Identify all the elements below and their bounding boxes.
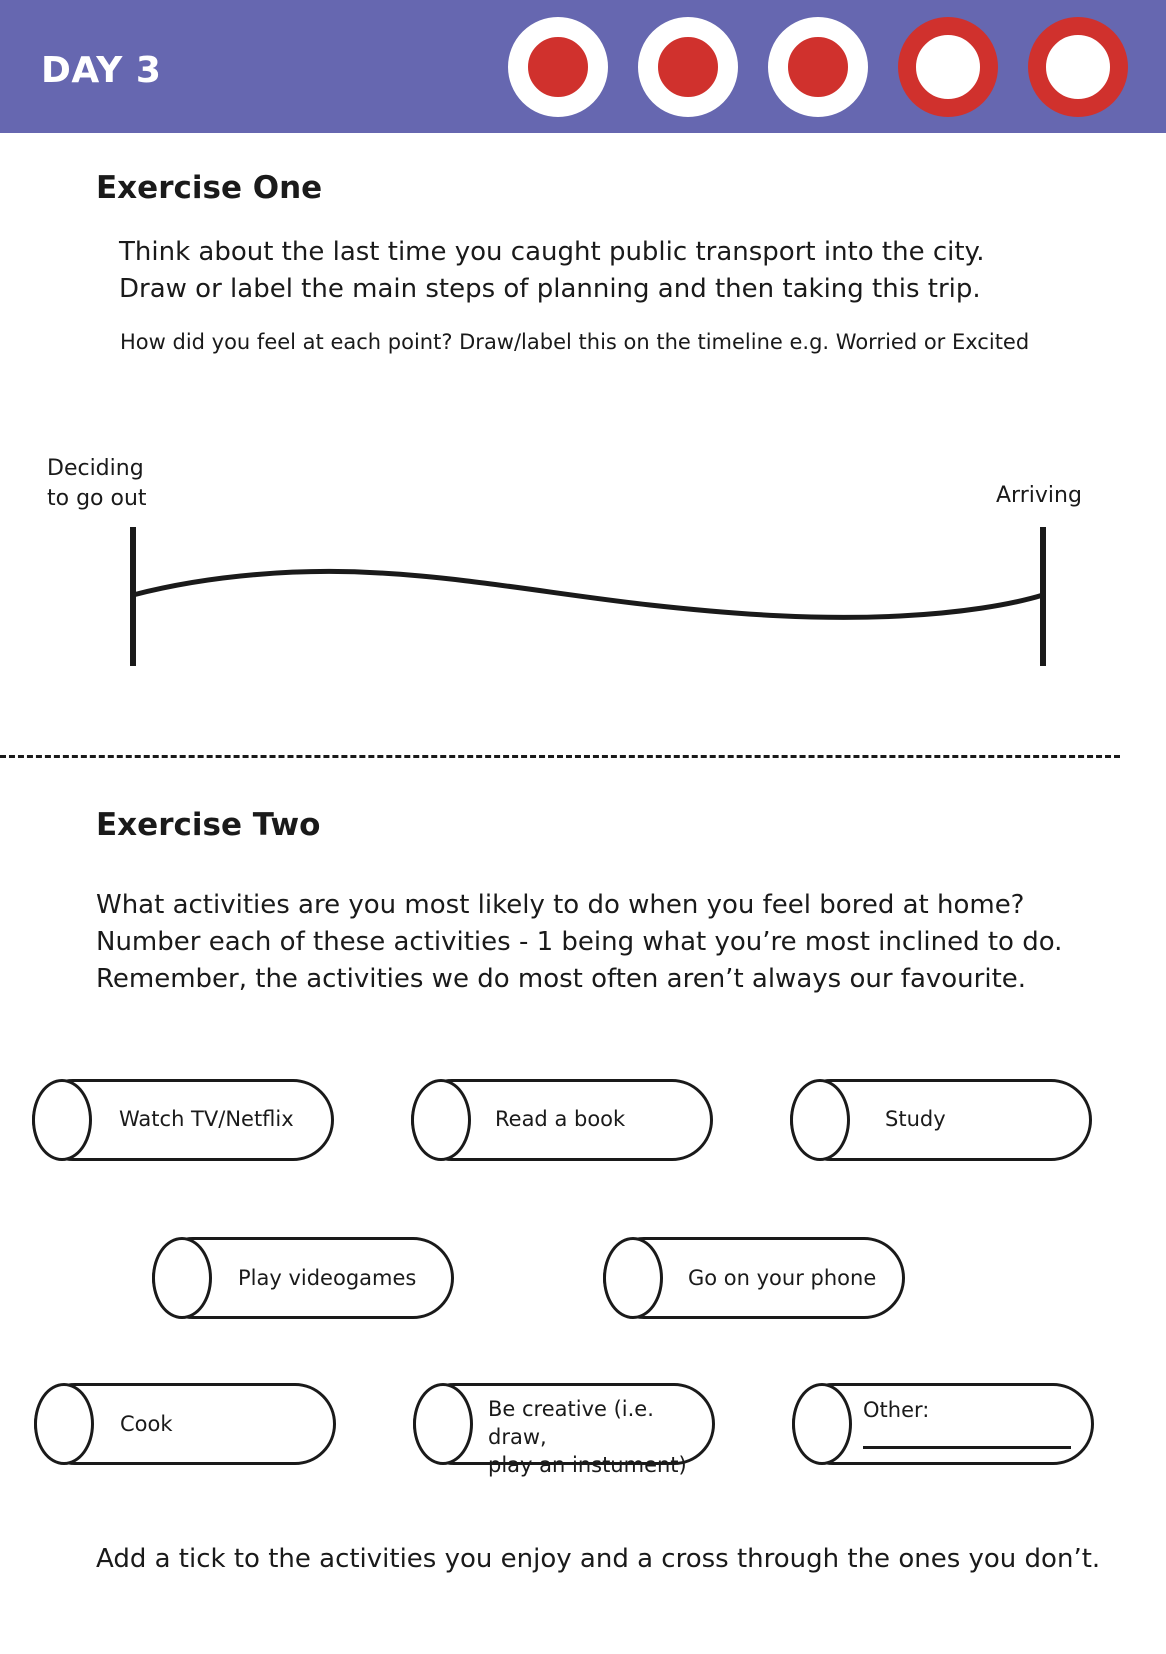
section-divider	[0, 755, 1120, 758]
activity-play-videogames[interactable]	[152, 1237, 454, 1319]
activity-watch-tv[interactable]	[32, 1079, 334, 1161]
activity-go-on-phone[interactable]	[603, 1237, 905, 1319]
other-write-in-line[interactable]	[863, 1446, 1071, 1449]
progress-dot-incomplete	[1028, 17, 1128, 117]
rank-number-box[interactable]	[603, 1237, 663, 1319]
activity-study[interactable]	[790, 1079, 1092, 1161]
exercise-two-instruction-2: Number each of these activities - 1 being what you’re most inclined to do.	[96, 927, 1063, 957]
activity-label: Cook	[120, 1412, 173, 1436]
activity-label: Other:	[863, 1398, 930, 1422]
activity-label: Be creative (i.e. draw, play an instument)	[488, 1397, 687, 1477]
exercise-two-instruction-1: What activities are you most likely to do when you feel bored at home?	[96, 890, 1025, 920]
activity-be-creative[interactable]	[413, 1383, 715, 1477]
progress-dot-complete	[638, 17, 738, 117]
timeline[interactable]	[0, 500, 1166, 675]
exercise-one-prompt: How did you feel at each point? Draw/label this on the timeline e.g. Worried or Excited	[120, 330, 1030, 354]
activity-other[interactable]	[792, 1383, 1094, 1465]
rank-number-box[interactable]	[790, 1079, 850, 1161]
rank-number-box[interactable]	[34, 1383, 94, 1465]
progress-dot-complete	[508, 17, 608, 117]
rank-number-box[interactable]	[411, 1079, 471, 1161]
activity-label: Read a book	[495, 1107, 626, 1131]
rank-number-box[interactable]	[32, 1079, 92, 1161]
timeline-start-label-line-2: to go out	[47, 486, 147, 511]
activity-label: Study	[885, 1107, 946, 1131]
timeline-end-label: Arriving	[996, 483, 1082, 508]
activity-cook[interactable]	[34, 1383, 336, 1465]
header-band	[0, 0, 1166, 133]
progress-dot-incomplete	[898, 17, 998, 117]
exercise-two-title: Exercise Two	[96, 807, 321, 843]
activity-read-book[interactable]	[411, 1079, 713, 1161]
rank-number-box[interactable]	[792, 1383, 852, 1465]
exercise-one-instruction-2: Draw or label the main steps of planning and then taking this trip.	[119, 274, 981, 304]
exercise-one-instruction-1: Think about the last time you caught public transport into the city.	[119, 237, 985, 267]
activity-label: Play videogames	[238, 1266, 417, 1290]
exercise-one-title: Exercise One	[96, 170, 323, 206]
exercise-two-footer: Add a tick to the activities you enjoy and a cross through the ones you don’t.	[96, 1544, 1101, 1574]
activity-label: Go on your phone	[688, 1266, 877, 1290]
timeline-wave-line	[133, 571, 1043, 617]
exercise-two-instruction-3: Remember, the activities we do most often aren’t always our favourite.	[96, 964, 1027, 994]
rank-number-box[interactable]	[152, 1237, 212, 1319]
activity-label: Watch TV/Netflix	[119, 1107, 294, 1131]
timeline-start-label-line-1: Deciding	[47, 456, 144, 481]
progress-dot-complete	[768, 17, 868, 117]
day-title: DAY 3	[41, 50, 162, 91]
rank-number-box[interactable]	[413, 1383, 473, 1465]
